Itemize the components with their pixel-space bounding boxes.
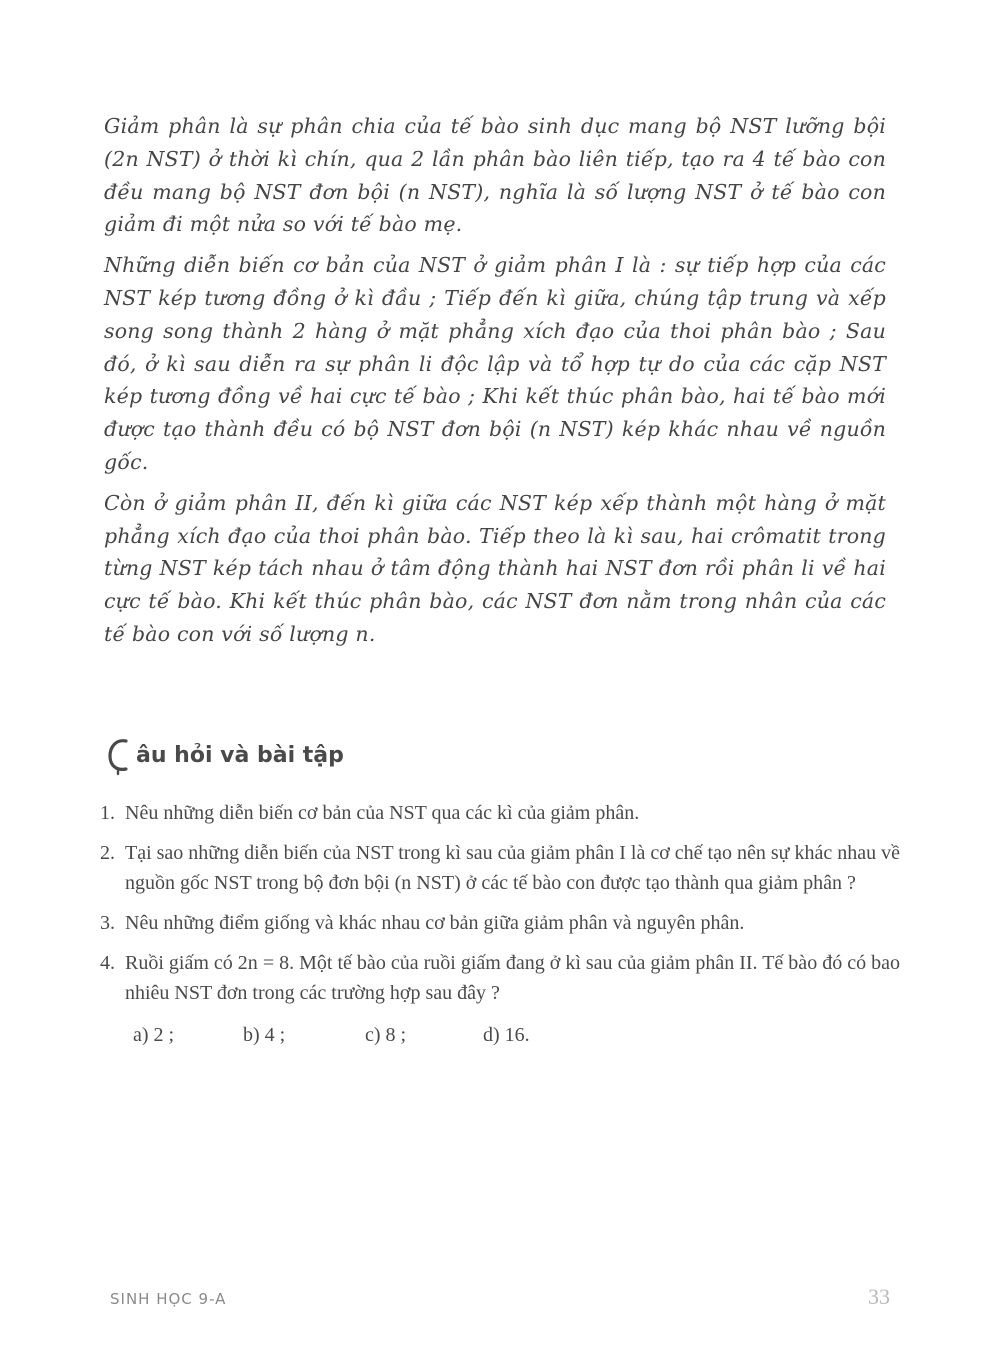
question-number: 1. bbox=[100, 802, 115, 824]
summary-box bbox=[104, 110, 886, 659]
question-item bbox=[100, 948, 900, 1050]
question-number: 4. bbox=[100, 952, 115, 974]
questions-list bbox=[100, 798, 900, 1060]
page-number: 33 bbox=[868, 1284, 890, 1309]
option-b: b) 4 ; bbox=[243, 1024, 286, 1046]
book-title-footer: SINH HỌC 9-A bbox=[110, 1290, 227, 1308]
option-a: a) 2 ; bbox=[133, 1024, 175, 1046]
section-heading bbox=[104, 733, 344, 777]
answer-options bbox=[125, 1020, 900, 1050]
question-item bbox=[100, 838, 900, 898]
question-item bbox=[100, 908, 900, 938]
question-text: Nêu những diễn biến cơ bản của NST qua các kì của giảm phân. bbox=[125, 802, 640, 824]
summary-paragraph-1: Giảm phân là sự phân chia của tế bào sinh dục mang bộ NST lưỡng bội (2n NST) ở thời kì chín, qua 2 lần phân bào liên tiếp, tạo ra 4 tế bào con đều mang bộ NST đơn bội (n NST), nghĩa là số lượng NST ở tế bào con giảm đi một nửa so với tế bào mẹ. bbox=[104, 114, 886, 237]
summary-paragraph-2: Những diễn biến cơ bản của NST ở giảm phân I là : sự tiếp hợp của các NST kép tương đồng ở kì đầu ; Tiếp đến kì giữa, chúng tập trung và xếp song song thành 2 hàng ở mặt phẳng xích đạo của thoi phân bào ; Sau đó, ở kì sau diễn ra sự phân li độc lập và tổ hợp tự do của các cặp NST kép tương đồng về hai cực tế bào ; Khi kết thúc phân bào, hai tế bào mới được tạo thành đều có bộ NST đơn bội (n NST) kép khác nhau về nguồn gốc. bbox=[104, 253, 886, 474]
summary-paragraph-3: Còn ở giảm phân II, đến kì giữa các NST kép xếp thành một hàng ở mặt phẳng xích đạo của thoi phân bào. Tiếp theo là kì sau, hai crômatit trong từng NST kép tách nhau ở tâm động thành hai NST đơn rồi phân li về hai cực tế bào. Khi kết thúc phân bào, các NST đơn nằm trong nhân của các tế bào con với số lượng n. bbox=[104, 490, 886, 646]
section-heading-text: âu hỏi và bài tập bbox=[136, 742, 344, 768]
question-text: Tại sao những diễn biến của NST trong kì sau của giảm phân I là cơ chế tạo nên sự khác nhau về nguồn gốc NST trong bộ đơn bội (n NST) ở các tế bào con được tạo thành qua giảm phân ? bbox=[125, 842, 900, 894]
question-number: 3. bbox=[100, 912, 115, 934]
question-4-body: Ruồi giấm có 2n = 8. Một tế bào của ruồi giấm đang ở kì sau của giảm phân II. Tế bào đó có bao nhiêu NST đơn trong các trường hợp sau đây ? bbox=[125, 952, 900, 1004]
option-c: c) 8 ; bbox=[365, 1024, 407, 1046]
question-text: Nêu những điểm giống và khác nhau cơ bản giữa giảm phân và nguyên phân. bbox=[125, 912, 745, 934]
decorative-c-initial-icon bbox=[104, 733, 134, 777]
question-number: 2. bbox=[100, 842, 115, 864]
question-text bbox=[125, 948, 900, 1050]
question-item bbox=[100, 798, 900, 828]
option-d: d) 16. bbox=[483, 1024, 530, 1046]
